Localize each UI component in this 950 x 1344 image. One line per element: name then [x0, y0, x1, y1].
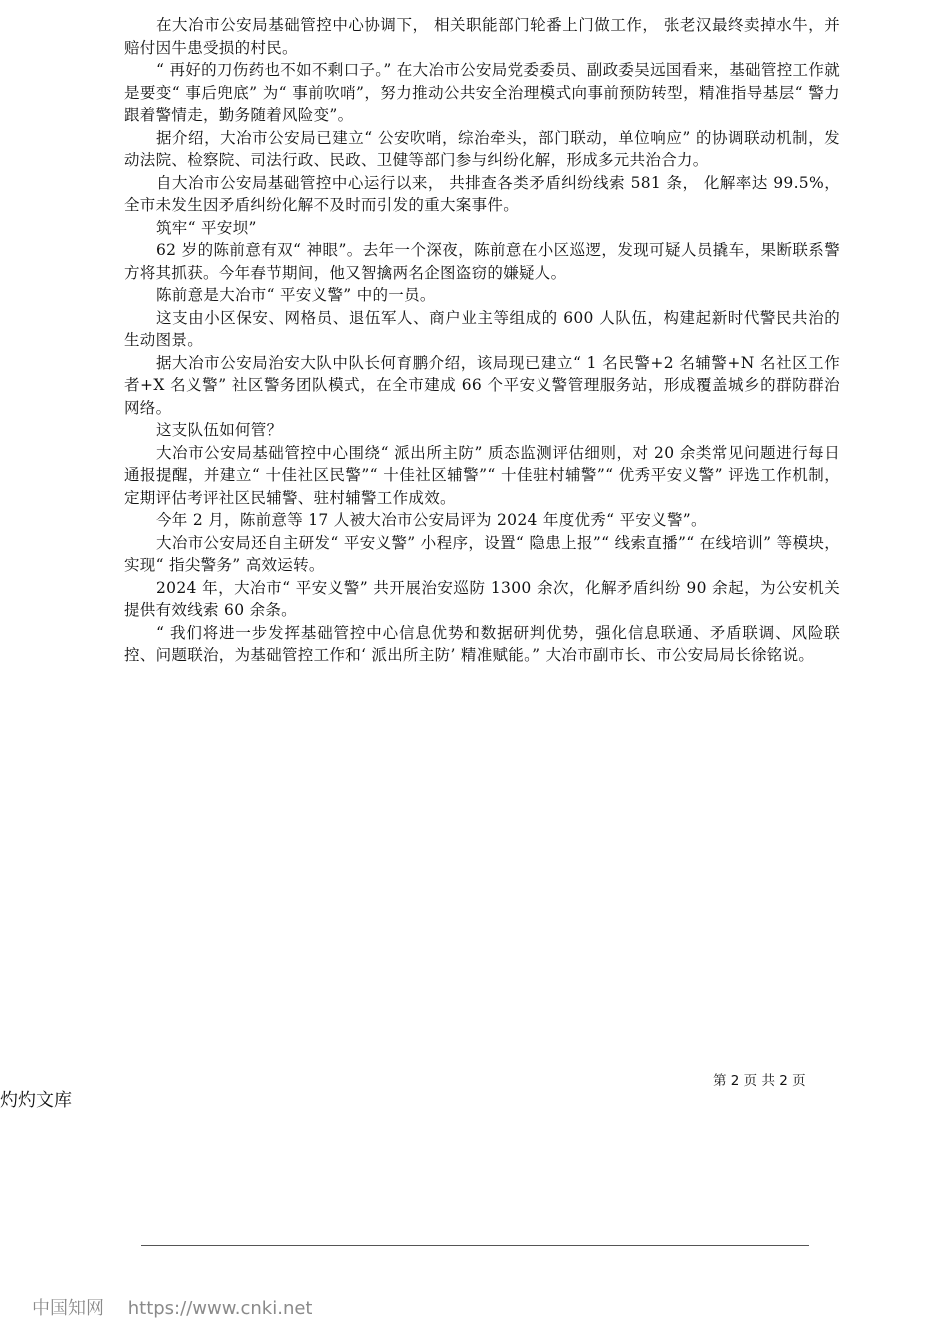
page-number: 第 2 页 共 2 页 — [713, 1073, 806, 1089]
footer-divider — [141, 1245, 809, 1246]
paragraph: 自大冶市公安局基础管控中心运行以来， 共排查各类矛盾纠纷线索 581 条， 化解率达 99.5%，全市未发生因矛盾纠纷化解不及时而引发的重大案事件。 — [124, 173, 840, 214]
paragraph: 2024 年，大冶市“ 平安义警” 共开展治安巡防 1300 余次，化解矛盾纠纷 90 余起，为公安机关提供有效线索 60 余条。 — [124, 578, 840, 619]
section-heading: 筑牢“ 平安坝” — [156, 218, 257, 237]
library-watermark: 灼灼文库 — [0, 1090, 72, 1111]
paragraph: 大冶市公安局还自主研发“ 平安义警” 小程序，设置“ 隐患上报”“ 线索直播”“ 在线培训” 等模块，实现“ 指尖警务” 高效运转。 — [124, 533, 840, 574]
article-body — [124, 14, 840, 667]
cnki-brand: 中国知网 — [32, 1298, 104, 1319]
paragraph: 这支队伍如何管？ — [156, 421, 283, 439]
paragraph: 陈前意是大冶市“ 平安义警” 中的一员。 — [156, 286, 436, 304]
paragraph: 62 岁的陈前意有双“ 神眼”。去年一个深夜，陈前意在小区巡逻，发现可疑人员撬车，果断联系警方将其抓获。今年春节期间，他又智擒两名企图盗窃的嫌疑人。 — [124, 241, 840, 282]
paragraph: 在大冶市公安局基础管控中心协调下， 相关职能部门轮番上门做工作， 张老汉最终卖掉水牛，并赔付因牛患受损的村民。 — [124, 16, 840, 57]
paragraph: 这支由小区保安、网格员、退伍军人、商户业主等组成的 600 人队伍，构建起新时代警民共治的生动图景。 — [124, 308, 840, 349]
source-footer — [32, 1294, 312, 1320]
paragraph: 大冶市公安局基础管控中心围绕“ 派出所主防” 质态监测评估细则，对 20 余类常见问题进行每日通报提醒，并建立“ 十佳社区民警”“ 十佳社区辅警”“ 十佳驻村辅警”“ 优秀平安义警” 评选工作机制，定期评估考评社区民辅警、驻村辅警工作成效。 — [124, 443, 840, 507]
paragraph: 今年 2 月，陈前意等 17 人被大冶市公安局评为 2024 年度优秀“ 平安义警”。 — [156, 511, 707, 529]
paragraph: “ 再好的刀伤药也不如不剩口子。” 在大冶市公安局党委委员、副政委吴远国看来，基础管控工作就是要变“ 事后兜底” 为“ 事前吹哨”，努力推动公共安全治理模式向事前预防转型，精准指导基层“ 警力跟着警情走，勤务随着风险变”。 — [124, 61, 840, 124]
cnki-url[interactable]: https://www.cnki.net — [127, 1298, 313, 1319]
paragraph: 据大冶市公安局治安大队中队长何育鹏介绍，该局现已建立“ 1 名民警+2 名辅警+N 名社区工作者+X 名义警” 社区警务团队模式，在全市建成 66 个平安义警管理服务站，形成覆盖城乡的群防群治网络。 — [124, 353, 840, 417]
paragraph: “ 我们将进一步发挥基础管控中心信息优势和数据研判优势，强化信息联通、矛盾联调、风险联控、问题联治，为基础管控工作和‘ 派出所主防’ 精准赋能。” 大冶市副市长、市公安局局长徐铭说。 — [124, 623, 840, 664]
paragraph: 据介绍，大冶市公安局已建立“ 公安吹哨，综治牵头，部门联动，单位响应” 的协调联动机制，发动法院、检察院、司法行政、民政、卫健等部门参与纠纷化解，形成多元共治合力。 — [124, 128, 840, 169]
